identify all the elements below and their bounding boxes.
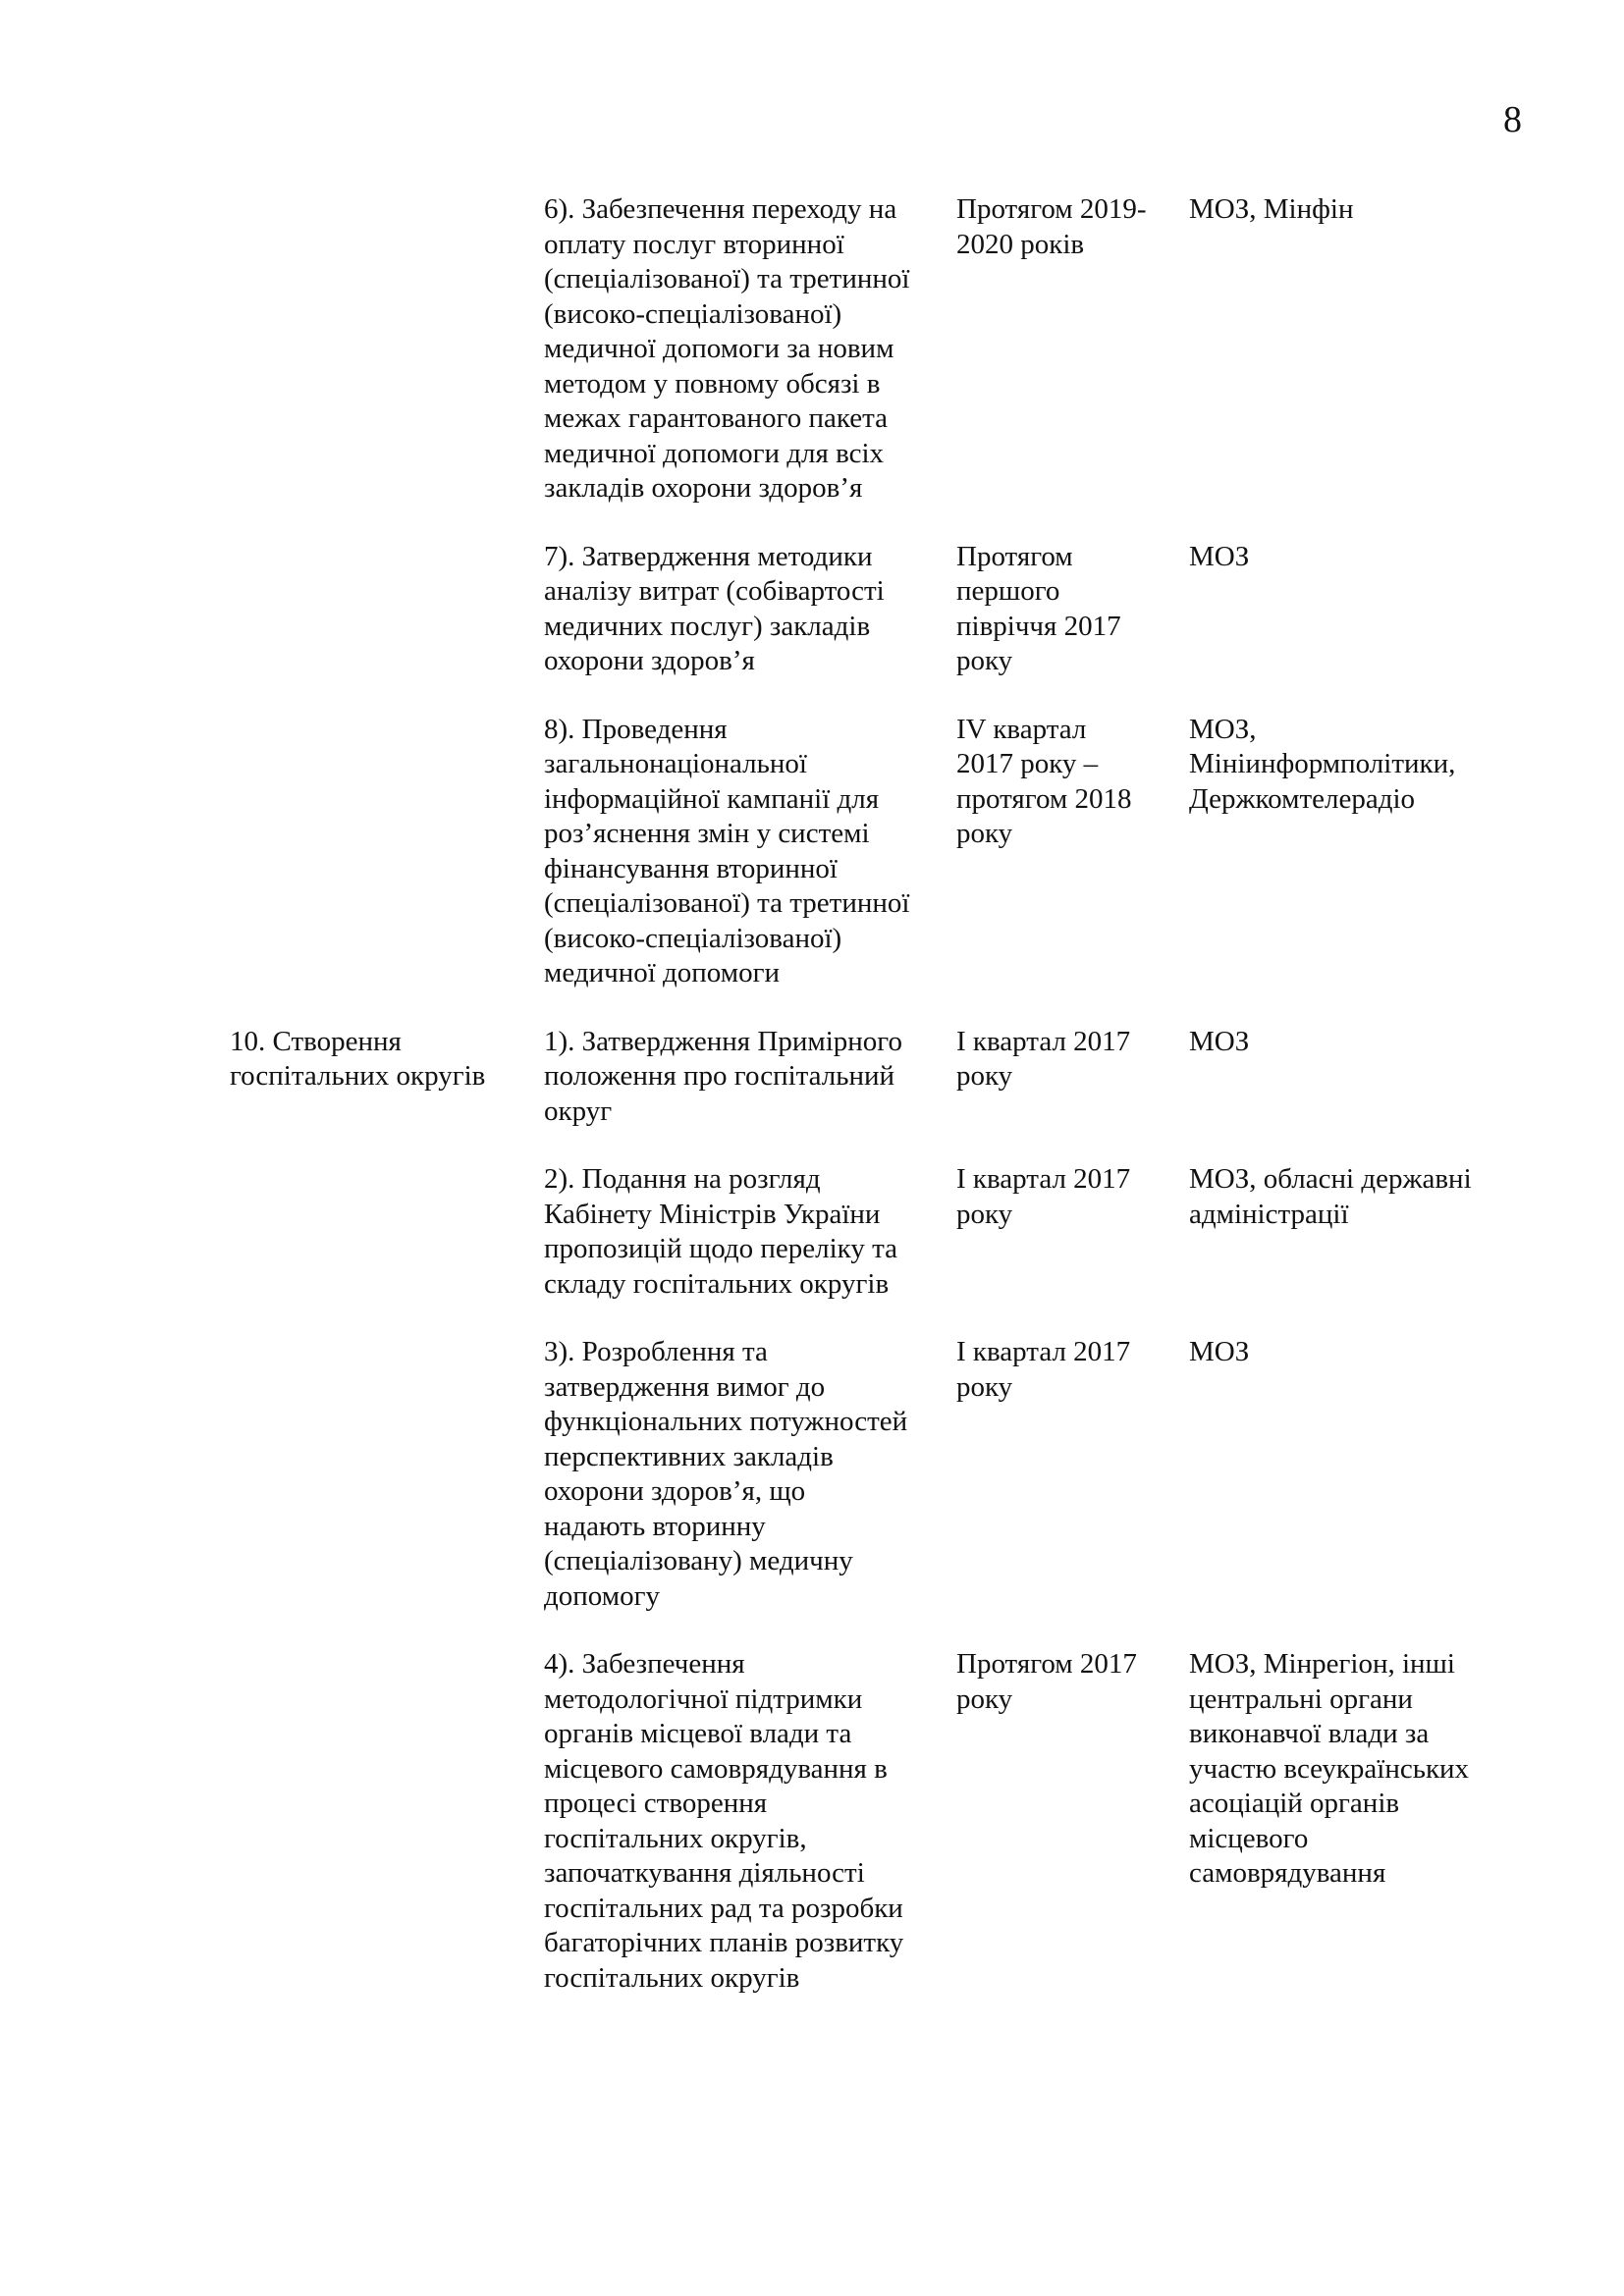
term-cell: Протягом 2019- 2020 років bbox=[956, 193, 1147, 260]
term-cell: IV квартал 2017 року – протягом 2018 року bbox=[956, 713, 1132, 849]
task-cell bbox=[230, 1647, 544, 2029]
term-cell: Протягом першого півріччя 2017 року bbox=[956, 540, 1121, 676]
measure-cell: 3). Розроблення та затвердження вимог до функціональних потужностей перспективних закладів охорони здоров’я, що надають вторинну (спеціалізовану) медичну допомогу bbox=[544, 1336, 908, 1612]
task-cell: 10. Створення госпітальних округів bbox=[230, 1025, 486, 1092]
table-row bbox=[230, 192, 1516, 540]
action-plan-table bbox=[230, 192, 1516, 2029]
table-row bbox=[230, 1162, 1516, 1335]
task-cell bbox=[230, 713, 544, 1025]
executor-cell: МОЗ, Мінфін bbox=[1189, 193, 1354, 225]
task-cell bbox=[230, 540, 544, 713]
table-row bbox=[230, 1335, 1516, 1647]
table-row bbox=[230, 1647, 1516, 2029]
task-cell bbox=[230, 1335, 544, 1647]
term-cell: Протягом 2017 року bbox=[956, 1648, 1137, 1715]
executor-cell: МОЗ, обласні державні адміністрації bbox=[1189, 1163, 1472, 1230]
task-cell bbox=[230, 192, 544, 540]
measure-cell: 6). Забезпечення переходу на оплату послуг вторинної (спеціалізованої) та третинної (високо-спеціалізованої) медичної допомоги за новим методом у повному обсязі в межах гарантованого пакета медичної допомоги для всіх закладів охорони здоров’я bbox=[544, 193, 910, 504]
term-cell: I квартал 2017 року bbox=[956, 1163, 1131, 1230]
task-cell bbox=[230, 1162, 544, 1335]
measure-cell: 8). Проведення загальнонаціональної інформаційної кампанії для роз’яснення змін у системі фінансування вторинної (спеціалізованої) та третинної (високо-спеціалізованої) медичної допомоги bbox=[544, 713, 910, 988]
executor-cell: МОЗ, Мініинформполітики, Держкомтелерадіо bbox=[1189, 713, 1456, 815]
table-row bbox=[230, 713, 1516, 1025]
executor-cell: МОЗ bbox=[1189, 1336, 1250, 1367]
page-number: 8 bbox=[1503, 99, 1522, 140]
measure-cell: 4). Забезпечення методологічної підтримки органів місцевої влади та місцевого самоврядування в процесі створення госпітальних округів, започаткування діяльності госпітальних рад та розробки багаторічних планів розвитку госпітальних округів bbox=[544, 1648, 904, 1994]
measure-cell: 7). Затвердження методики аналізу витрат (собівартості медичних послуг) закладів охорони здоров’я bbox=[544, 540, 885, 676]
executor-cell: МОЗ bbox=[1189, 540, 1250, 572]
executor-cell: МОЗ, Мінрегіон, інші центральні органи виконавчої влади за участю всеукраїнських асоціацій органів місцевого самоврядування bbox=[1189, 1648, 1470, 1889]
measure-cell: 2). Подання на розгляд Кабінету Міністрів України пропозицій щодо переліку та складу госпітальних округів bbox=[544, 1163, 897, 1300]
measure-cell: 1). Затвердження Примірного положення про госпітальний округ bbox=[544, 1025, 902, 1127]
table-row bbox=[230, 1025, 1516, 1163]
term-cell: I квартал 2017 року bbox=[956, 1025, 1131, 1092]
term-cell: I квартал 2017 року bbox=[956, 1336, 1131, 1403]
executor-cell: МОЗ bbox=[1189, 1025, 1250, 1057]
table-row bbox=[230, 540, 1516, 713]
